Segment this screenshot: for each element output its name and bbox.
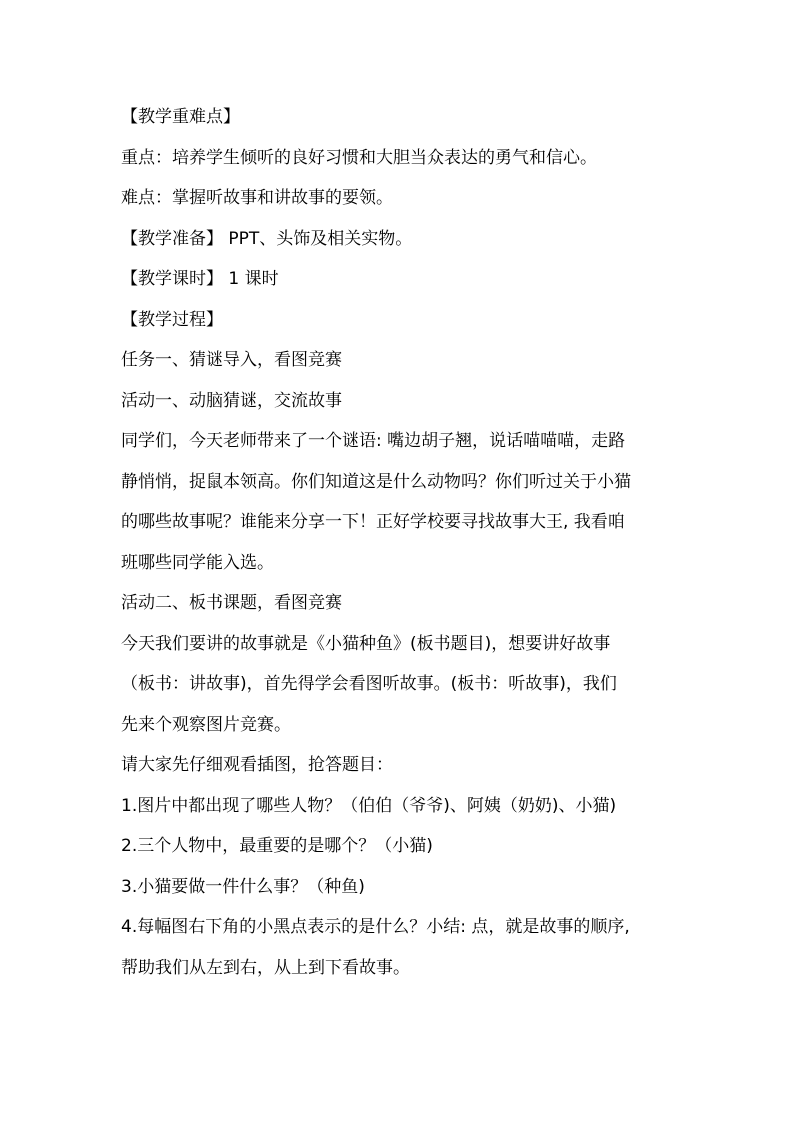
question-1: 1.图片中都出现了哪些人物？（伯伯（爷爷)、阿姨（奶奶)、小猫) <box>121 795 617 816</box>
riddle-paragraph-line-4: 班哪些同学能入选。 <box>121 552 274 573</box>
story-intro-line-2: （板书：讲故事)，首先得学会看图听故事。(板书：听故事)，我们 <box>121 674 617 694</box>
question-4-line-2: 帮助我们从左到右，从上到下看故事。 <box>121 957 410 978</box>
question-4-line-1: 4.每幅图右下角的小黑点表示的是什么？小结: 点，就是故事的顺序, <box>121 917 630 937</box>
riddle-paragraph-line-2: 静悄悄，捉鼠本领高。你们知道这是什么动物吗？你们听过关于小猫 <box>121 471 631 492</box>
task-one-heading: 任务一、猜谜导入，看图竞赛 <box>121 350 342 370</box>
riddle-paragraph-line-1: 同学们，今天老师带来了一个谜语: 嘴边胡子翘，说话喵喵喵，走路 <box>121 431 626 451</box>
question-2: 2.三个人物中，最重要的是哪个？（小猫) <box>121 836 433 856</box>
key-point-text: 重点：培养学生倾听的良好习惯和大胆当众表达的勇气和信心。 <box>121 147 597 168</box>
class-hours-text: 【教学课时】 1 课时 <box>121 269 279 289</box>
question-3: 3.小猫要做一件什么事？（种鱼) <box>121 876 365 897</box>
activity-two-heading: 活动二、板书课题，看图竞赛 <box>121 593 342 613</box>
story-intro-line-3: 先来个观察图片竞赛。 <box>121 714 291 735</box>
preparation-text: 【教学准备】 PPT、头饰及相关实物。 <box>121 228 413 249</box>
story-intro-line-1: 今天我们要讲的故事就是《小猫种鱼》(板书题目)，想要讲好故事 <box>121 633 611 654</box>
section-heading-process: 【教学过程】 <box>121 309 223 330</box>
activity-one-heading: 活动一、动脑猜谜，交流故事 <box>121 390 342 411</box>
difficulty-text: 难点：掌握听故事和讲故事的要领。 <box>121 188 393 208</box>
section-heading-key-points: 【教学重难点】 <box>121 107 240 127</box>
question-prompt: 请大家先仔细观看插图，抢答题目： <box>121 755 393 775</box>
riddle-paragraph-line-3: 的哪些故事呢？谁能来分享一下！正好学校要寻找故事大王, 我看咱 <box>121 512 625 532</box>
